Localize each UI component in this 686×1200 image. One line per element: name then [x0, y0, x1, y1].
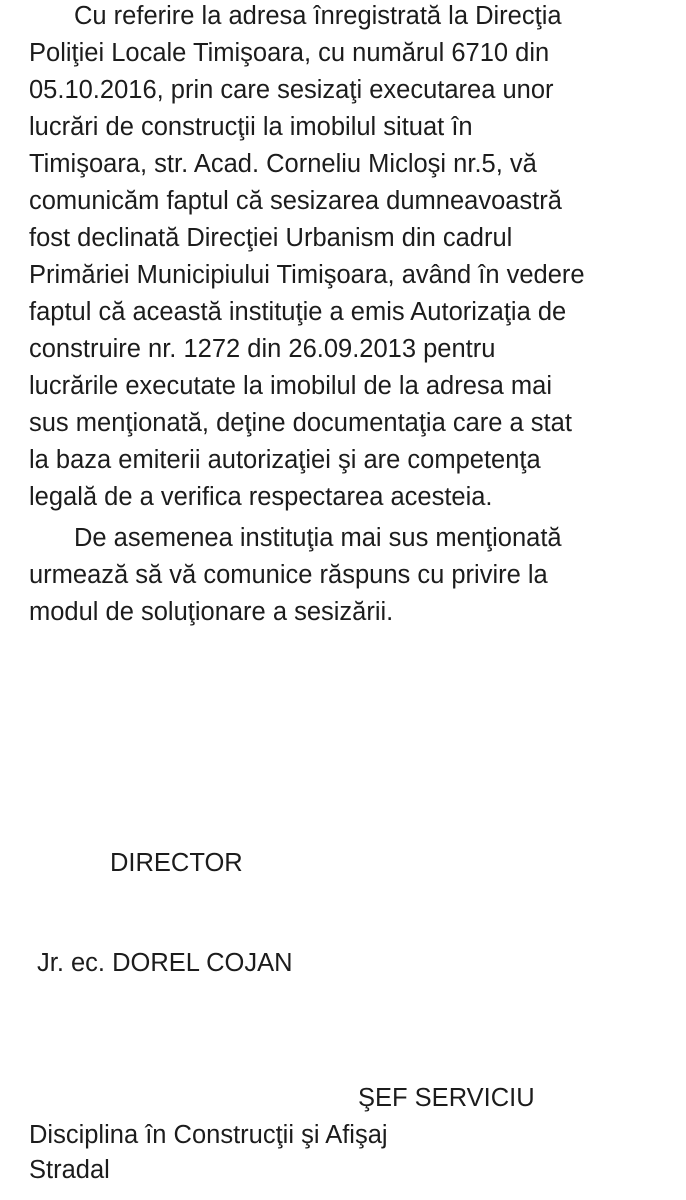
paragraph-line: De asemenea instituţia mai sus menţionată [74, 524, 562, 552]
department-name-line: Stradal [29, 1156, 110, 1184]
service-chief-title: ŞEF SERVICIU [358, 1084, 535, 1112]
paragraph-line: urmează să vă comunice răspuns cu privire la [29, 561, 548, 589]
paragraph-line: fost declinată Direcţiei Urbanism din cadrul [29, 224, 513, 252]
paragraph-line: construire nr. 1272 din 26.09.2013 pentru [29, 335, 496, 363]
paragraph-line: comunicăm faptul că sesizarea dumneavoastră [29, 187, 562, 215]
department-name-line: Disciplina în Construcţii şi Afişaj [29, 1121, 388, 1149]
paragraph-line: Timişoara, str. Acad. Corneliu Micloşi nr.5, vă [29, 150, 537, 178]
paragraph-line: Primăriei Municipiului Timişoara, având în vedere [29, 261, 585, 289]
director-name: Jr. ec. DOREL COJAN [37, 949, 293, 977]
paragraph-line: sus menţionată, deţine documentaţia care a stat [29, 409, 572, 437]
paragraph-line: lucrări de construcţii la imobilul situat în [29, 113, 473, 141]
paragraph-line: modul de soluţionare a sesizării. [29, 598, 394, 626]
paragraph-line: la baza emiterii autorizaţiei şi are competenţa [29, 446, 541, 474]
paragraph-line: 05.10.2016, prin care sesizaţi executarea unor [29, 76, 554, 104]
paragraph-line: Poliţiei Locale Timişoara, cu numărul 6710 din [29, 39, 550, 67]
paragraph-response-notice [29, 520, 679, 631]
paragraph-line: faptul că această instituţie a emis Autorizaţia de [29, 298, 567, 326]
paragraph-line: lucrările executate la imobilul de la adresa mai [29, 372, 553, 400]
paragraph-referral [29, 0, 679, 516]
paragraph-line: legală de a verifica respectarea acesteia. [29, 483, 493, 511]
director-title: DIRECTOR [110, 849, 243, 877]
paragraph-line: Cu referire la adresa înregistrată la Direcţia [74, 2, 562, 30]
